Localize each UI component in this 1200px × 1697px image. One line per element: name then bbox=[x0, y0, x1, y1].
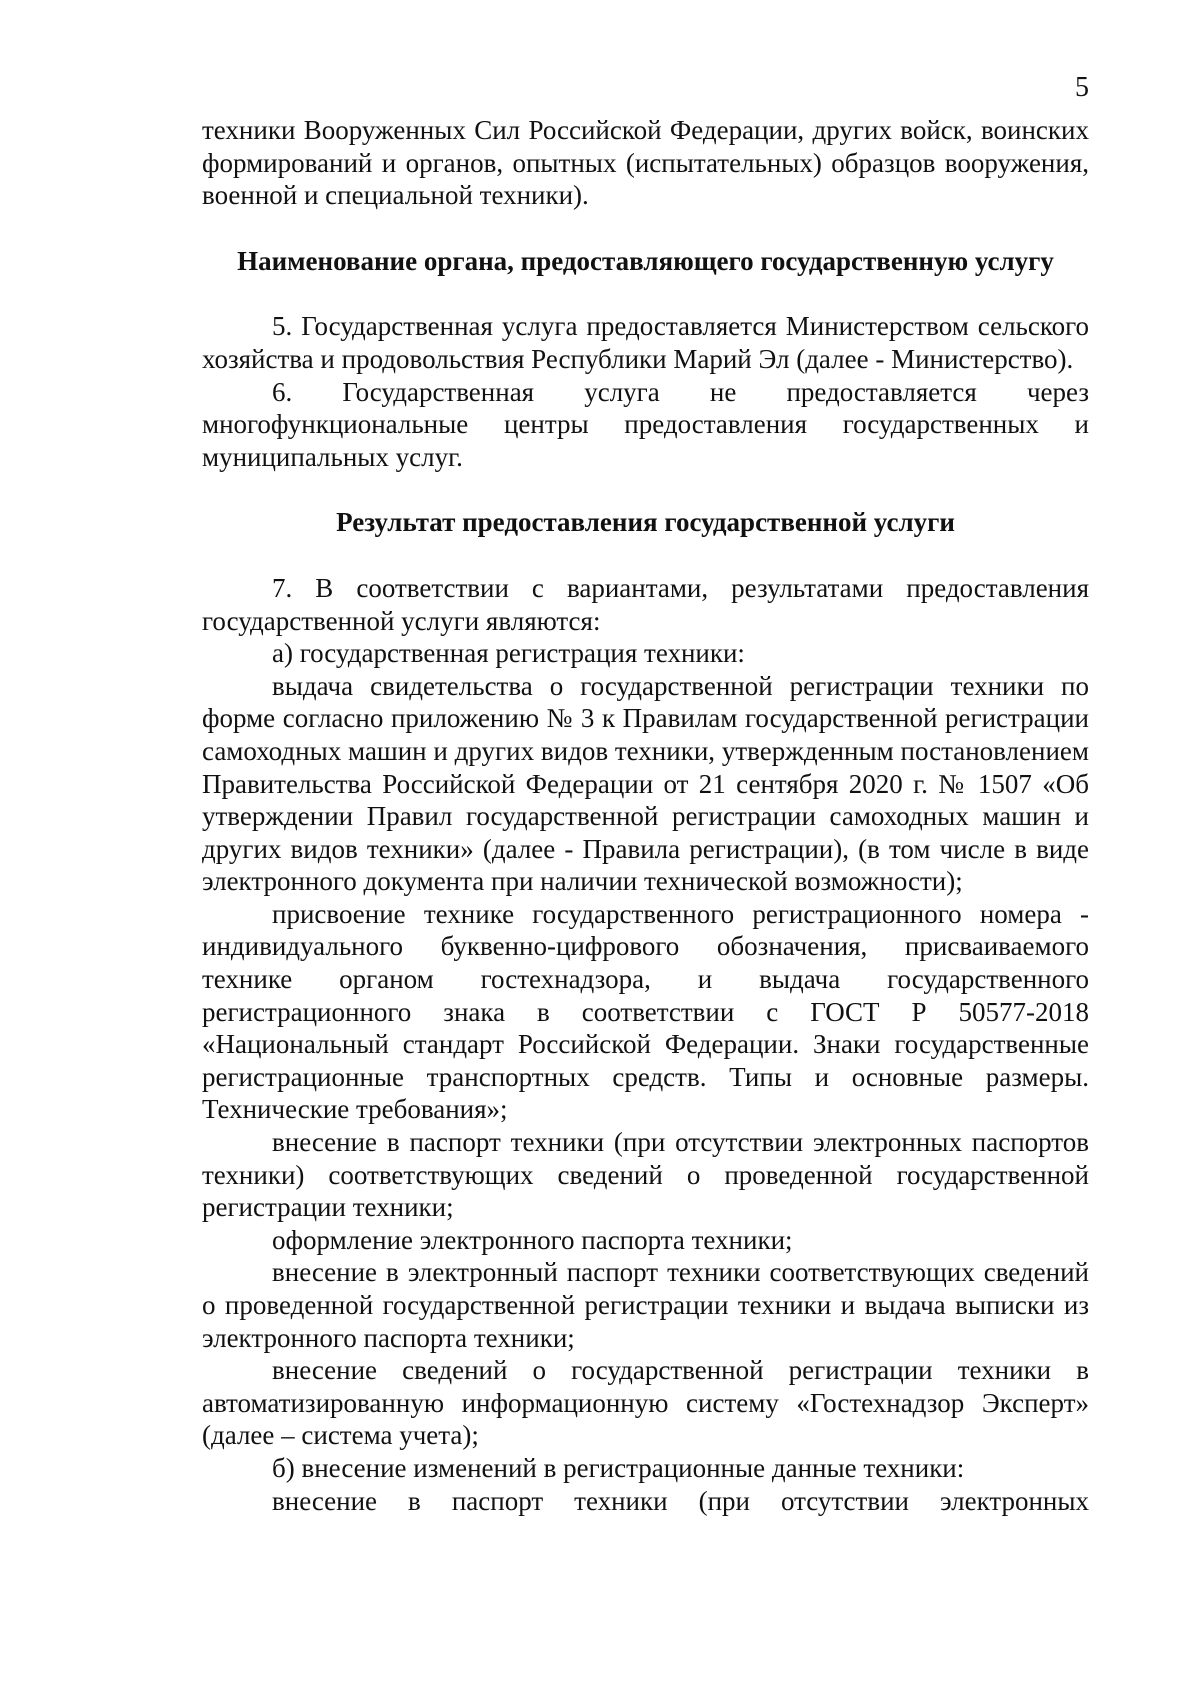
paragraph-7: 7. В соответствии с вариантами, результатами предоставления государственной услуги являются: bbox=[202, 572, 1089, 636]
paragraph-7b: б) внесение изменений в регистрационные данные техники: bbox=[272, 1452, 965, 1483]
paragraph-7a-item-3: внесение в паспорт техники (при отсутствии электронных паспортов техники) соответствующих сведений о проведенной государственной регистрации техники; bbox=[202, 1127, 1089, 1223]
paragraph-7a-item-6: внесение сведений о государственной регистрации техники в автоматизированную информационную систему «Гостехнадзор Эксперт» (далее – система учета); bbox=[202, 1355, 1089, 1451]
page-number: 5 bbox=[1075, 72, 1089, 103]
intro-paragraph: техники Вооруженных Сил Российской Федерации, других войск, воинских формирований и органов, опытных (испытательных) образцов вооружения, военной и специальной техники). bbox=[202, 115, 1089, 211]
paragraph-7b-item-1: внесение в паспорт техники (при отсутствии электронных bbox=[272, 1485, 1089, 1516]
paragraph-5: 5. Государственная услуга предоставляется Министерством сельского хозяйства и продовольствия Республики Марий Эл (далее - Министерство). bbox=[202, 311, 1089, 374]
paragraph-7a: а) государственная регистрация техники: bbox=[272, 638, 745, 669]
paragraph-7a-item-5: внесение в электронный паспорт техники соответствующих сведений о проведенной государственной регистрации техники и выдача выписки из электронного паспорта техники; bbox=[202, 1257, 1089, 1353]
document-body bbox=[202, 114, 1089, 1517]
paragraph-7a-item-1: выдача свидетельства о государственной регистрации техники по форме согласно приложению № 3 к Правилам государственной регистрации самоходных машин и других видов техники, утвержденным постановлением Правительства Российской Федерации от 21 сентября 2020 г. № 1507 «Об утверждении Правил государственной регистрации самоходных машин и других видов техники» (далее - Правила регистрации), (в том числе в виде электронного документа при наличии технической возможности); bbox=[202, 670, 1089, 897]
paragraph-7a-item-4: оформление электронного паспорта техники; bbox=[272, 1224, 793, 1255]
section-heading-result: Результат предоставления государственной услуги bbox=[336, 507, 955, 538]
paragraph-6: 6. Государственная услуга не предоставляется через многофункциональные центры предоставления государственных и муниципальных услуг. bbox=[202, 376, 1089, 472]
paragraph-7a-item-2: присвоение технике государственного регистрационного номера - индивидуального буквенно-цифрового обозначения, присваиваемого технике органом гостехнадзора, и выдача государственного регистрационного знака в соответствии с ГОСТ Р 50577-2018 «Национальный стандарт Российской Федерации. Знаки государственные регистрационные транспортных средств. Типы и основные размеры. Технические требования»; bbox=[202, 898, 1089, 1125]
section-heading-organ: Наименование органа, предоставляющего государственную услугу bbox=[237, 245, 1054, 276]
